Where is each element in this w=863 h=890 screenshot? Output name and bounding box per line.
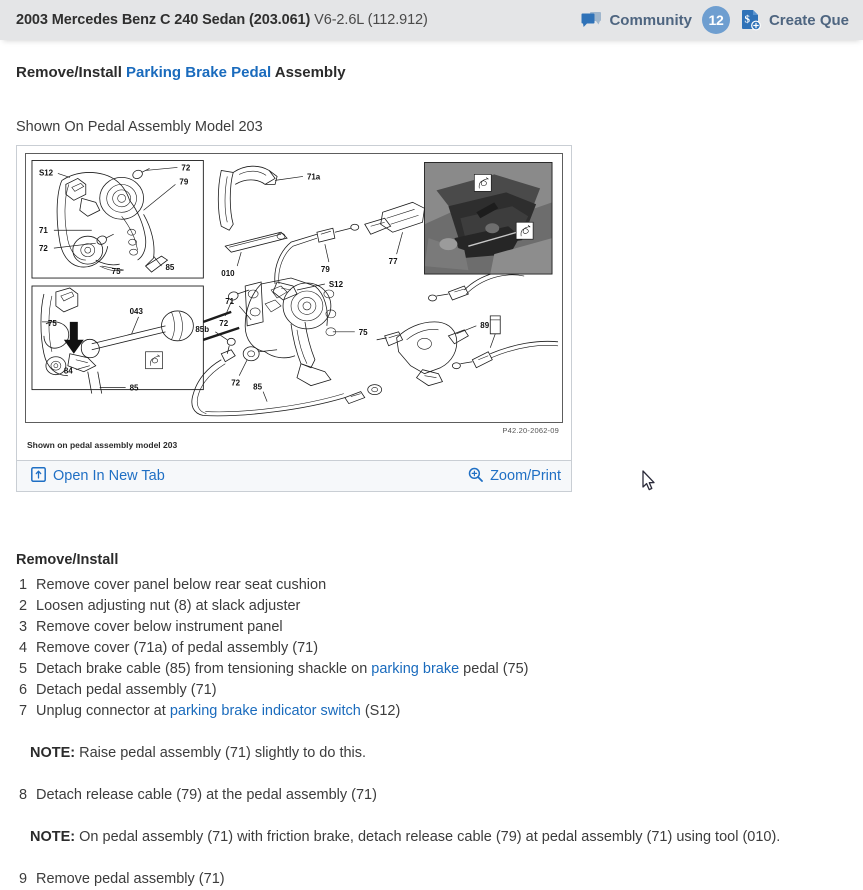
step-item: [16, 638, 847, 659]
community-button[interactable]: [581, 6, 740, 34]
note-text: Raise pedal assembly (71) slightly to do this.: [75, 745, 367, 761]
community-label: Community: [609, 11, 692, 29]
step-text: Loosen adjusting nut (8) at slack adjuster: [36, 598, 301, 614]
step-text: Remove cover panel below rear seat cushion: [36, 577, 327, 593]
step-text-pre: Detach brake cable (85) from tensioning shackle on: [36, 661, 372, 677]
callout-72d: 72: [231, 378, 241, 388]
callout-89: 89: [480, 320, 490, 330]
vehicle-title-bold: 2003 Mercedes Benz C 240 Sedan (203.061): [16, 12, 311, 28]
open-in-new-tab-icon: [31, 467, 46, 486]
zoom-print-label: Zoom/Print: [490, 468, 561, 484]
community-badge: 12: [702, 6, 730, 34]
step-number: 8: [19, 787, 28, 803]
step-number: 3: [19, 619, 28, 635]
step-number: 6: [19, 682, 28, 698]
note-label: NOTE:: [30, 829, 76, 845]
page-title-suffix: Assembly: [271, 64, 346, 81]
step-item: [16, 659, 847, 680]
vehicle-title: [16, 12, 428, 28]
open-in-new-tab-label: Open In New Tab: [53, 468, 165, 484]
callout-010: 010: [221, 269, 235, 279]
step-text: Detach release cable (79) at the pedal assembly (71): [36, 787, 377, 803]
callout-71-main: 71: [225, 296, 235, 306]
open-in-new-tab-button[interactable]: [31, 467, 165, 486]
callout-72c: 72: [219, 318, 229, 328]
step-text: Detach pedal assembly (71): [36, 682, 217, 698]
callout-85b: 85b: [195, 324, 210, 334]
step-number: 4: [19, 640, 28, 656]
note-block: [30, 827, 847, 848]
callout-84: 84: [63, 366, 73, 376]
create-quote-label: Create Que: [768, 11, 849, 29]
figure-panel: [16, 145, 572, 492]
technical-diagram[interactable]: [25, 153, 563, 423]
step-item: [16, 701, 847, 722]
page-title-link[interactable]: Parking Brake Pedal: [126, 64, 272, 81]
step-item: [16, 785, 847, 806]
step-text-pre: Unplug connector at: [36, 703, 170, 719]
note-text: On pedal assembly (71) with friction brake, detach release cable (79) at pedal assembly (71) using tool (010).: [75, 829, 781, 845]
callout-75-main: 75: [358, 327, 368, 337]
step-text: [36, 701, 847, 722]
figure-body: [17, 146, 571, 460]
callout-s12: S12: [38, 168, 54, 178]
callout-s12b: S12: [328, 280, 344, 290]
callout-72a: 72: [181, 163, 191, 173]
figure-caption-top: Shown On Pedal Assembly Model 203: [16, 119, 263, 135]
step-text-post: pedal (75): [459, 661, 529, 677]
photo-inset: [425, 162, 553, 274]
step-text-post: (S12): [360, 703, 401, 719]
step-text: Remove cover below instrument panel: [36, 619, 283, 635]
step-item: [16, 680, 847, 701]
step-number: 5: [19, 661, 28, 677]
step-text: Remove cover (71a) of pedal assembly (71): [36, 640, 319, 656]
svg-text:$: $: [744, 13, 750, 26]
quote-dollar-icon: [740, 9, 762, 31]
app-header: [0, 0, 863, 40]
figure-caption-bottom: Shown on pedal assembly model 203: [27, 440, 178, 450]
magnifier-plus-icon: [468, 467, 483, 486]
step-text: Remove pedal assembly (71): [36, 871, 225, 887]
step-link-indicator-switch[interactable]: parking brake indicator switch: [169, 703, 361, 719]
step-item: [16, 596, 847, 617]
procedure-heading: Remove/Install: [16, 552, 119, 568]
zoom-print-button[interactable]: [468, 467, 561, 486]
step-item: [16, 575, 847, 596]
callout-71a-left: 71: [38, 226, 48, 236]
step-item: [16, 617, 847, 638]
page-title-prefix: Remove/Install: [16, 64, 127, 81]
callout-75b: 75: [47, 318, 57, 328]
chat-bubbles-icon: [581, 11, 602, 29]
step-number: 1: [19, 577, 28, 593]
step-number: 9: [19, 871, 28, 887]
callout-79b: 79: [320, 265, 330, 275]
step-item: [16, 869, 847, 890]
callout-85c: 85: [129, 383, 139, 393]
page-title: [16, 64, 847, 81]
vehicle-title-engine: V6-2.6L (112.912): [314, 12, 428, 28]
callout-72b: 72: [38, 244, 48, 254]
callout-79a: 79: [179, 177, 189, 187]
step-number: 2: [19, 598, 28, 614]
figure-reference-code: P42.20-2062-09: [502, 426, 559, 435]
step-link-parking-brake[interactable]: parking brake: [371, 661, 460, 677]
callout-85a: 85: [165, 263, 175, 273]
create-quote-button[interactable]: [740, 9, 863, 31]
callout-85-main: 85: [253, 382, 263, 392]
figure-toolbar: [17, 460, 571, 491]
content-area: [0, 64, 863, 890]
callout-77: 77: [388, 257, 398, 267]
note-block: [30, 743, 847, 764]
step-text: [36, 659, 847, 680]
header-actions: [581, 0, 863, 40]
note-label: NOTE:: [30, 745, 76, 761]
callout-043: 043: [129, 306, 143, 316]
callout-75a: 75: [111, 267, 121, 277]
procedure-section: [16, 552, 847, 890]
callout-71a: 71a: [306, 172, 321, 182]
step-number: 7: [19, 703, 28, 719]
